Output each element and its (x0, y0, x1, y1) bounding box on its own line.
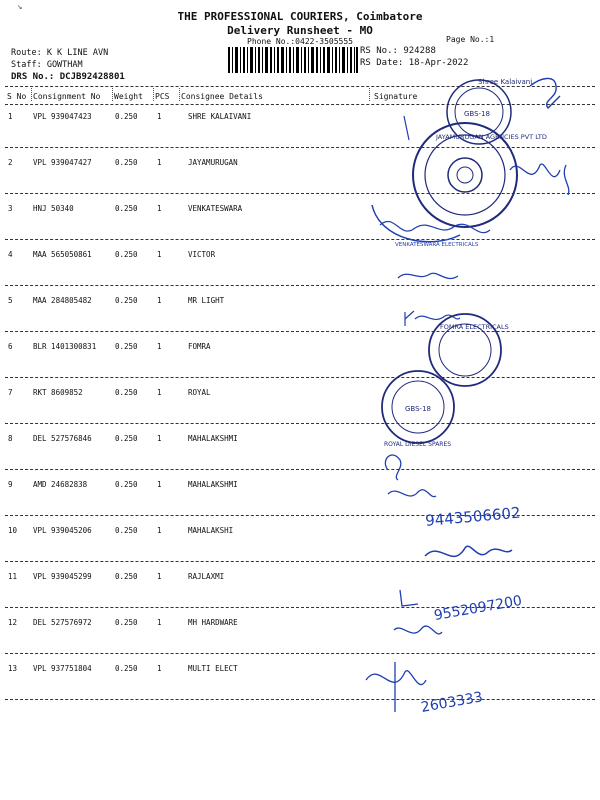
stamp-text: VENKATESWARA ELECTRICALS (395, 242, 479, 248)
row-divider (5, 377, 595, 378)
row-weight: 0.250 (115, 388, 138, 397)
table-row (0, 480, 600, 520)
company-name: THE PROFESSIONAL COURIERS, Coimbatore (177, 10, 423, 23)
row-pcs: 1 (157, 664, 162, 673)
barcode (228, 47, 358, 73)
row-consignee: MAHALAKSHMI (188, 480, 238, 489)
row-consignment: VPL 939045299 (33, 572, 92, 581)
handwritten-note: 2603333 (419, 689, 485, 716)
row-consignment: VPL 939047427 (33, 158, 92, 167)
row-divider (5, 653, 595, 654)
col-header-weight: Weight (114, 92, 143, 101)
row-weight: 0.250 (115, 112, 138, 121)
row-consignee: JAYAMURUGAN (188, 158, 238, 167)
row-pcs: 1 (157, 388, 162, 397)
row-pcs: 1 (157, 526, 162, 535)
row-divider (5, 193, 595, 194)
row-consignee: MULTI ELECT (188, 664, 238, 673)
table-row (0, 296, 600, 336)
handwritten-phone-2: 9552097200 (432, 592, 524, 625)
corner-mark: ↘ (17, 2, 23, 12)
row-consignee: MAHALAKSHMI (188, 434, 238, 443)
stamp-date: GBS-18 (405, 405, 431, 413)
table-row (0, 664, 600, 704)
row-weight: 0.250 (115, 664, 138, 673)
route: Route: K K LINE AVN (11, 48, 109, 58)
row-pcs: 1 (157, 158, 162, 167)
row-sno: 1 (8, 112, 13, 121)
table-row (0, 250, 600, 290)
row-weight: 0.250 (115, 296, 138, 305)
row-consignee: FOMRA (188, 342, 211, 351)
row-divider (5, 561, 595, 562)
row-pcs: 1 (157, 618, 162, 627)
row-sno: 11 (8, 572, 18, 581)
document-title: Delivery Runsheet - MO (227, 24, 373, 37)
row-consignment: VPL 939047423 (33, 112, 92, 121)
col-separator (369, 88, 370, 101)
row-consignment: VPL 939045206 (33, 526, 92, 535)
table-row (0, 618, 600, 658)
col-separator (179, 88, 180, 101)
col-header-signature: Signature (374, 92, 418, 101)
row-pcs: 1 (157, 572, 162, 581)
row-consignee: MAHALAKSHI (188, 526, 234, 535)
row-weight: 0.250 (115, 434, 138, 443)
col-separator (31, 88, 32, 101)
header-top-divider (5, 86, 595, 87)
row-sno: 5 (8, 296, 13, 305)
row-pcs: 1 (157, 296, 162, 305)
row-divider (5, 423, 595, 424)
row-sno: 9 (8, 480, 13, 489)
row-weight: 0.250 (115, 526, 138, 535)
row-consignment: AMD 24682838 (33, 480, 88, 489)
row-weight: 0.250 (115, 204, 138, 213)
row-sno: 13 (8, 664, 18, 673)
row-weight: 0.250 (115, 342, 138, 351)
col-header-consignment: Consignment No (33, 92, 101, 101)
table-row (0, 434, 600, 474)
row-weight: 0.250 (115, 572, 138, 581)
row-consignment: BLR 1401300831 (33, 342, 97, 351)
staff: Staff: GOWTHAM (11, 60, 83, 70)
col-header-sno: S No (7, 92, 27, 101)
table-row (0, 158, 600, 198)
stamp-text: ROYAL DIESEL SPARES (384, 441, 452, 448)
row-sno: 10 (8, 526, 18, 535)
col-header-consignee: Consignee Details (181, 92, 263, 101)
row-consignee: MR LIGHT (188, 296, 225, 305)
header-bottom-divider (5, 104, 595, 105)
row-consignee: ROYAL (188, 388, 211, 397)
row-divider (5, 515, 595, 516)
row-divider (5, 331, 595, 332)
drs-number: DRS No.: DCJB92428801 (11, 72, 125, 82)
stamp-text: FOMRA ELECTRICALS (440, 323, 509, 331)
row-weight: 0.250 (115, 250, 138, 259)
row-consignment: DEL 527576846 (33, 434, 92, 443)
table-row (0, 572, 600, 612)
rs-number: RS No.: 924288 (360, 46, 436, 56)
rs-date: RS Date: 18-Apr-2022 (360, 58, 469, 68)
row-weight: 0.250 (115, 158, 138, 167)
row-divider (5, 699, 595, 700)
row-pcs: 1 (157, 250, 162, 259)
row-weight: 0.250 (115, 480, 138, 489)
phone-number: Phone No.:0422-3505555 (247, 37, 353, 46)
row-divider (5, 469, 595, 470)
row-pcs: 1 (157, 480, 162, 489)
stamp-text: JAYAMURUGAN AGENCIES PVT LTD (436, 133, 547, 141)
row-divider (5, 607, 595, 608)
row-consignee: VICTOR (188, 250, 216, 259)
row-sno: 2 (8, 158, 13, 167)
col-header-pcs: PCS (155, 92, 170, 101)
row-pcs: 1 (157, 434, 162, 443)
row-divider (5, 239, 595, 240)
stamp-text: Shree Kalaivani (478, 78, 533, 86)
row-consignee: RAJLAXMI (188, 572, 225, 581)
row-consignee: VENKATESWARA (188, 204, 243, 213)
row-consignee: MH HARDWARE (188, 618, 238, 627)
row-sno: 8 (8, 434, 13, 443)
row-consignment: VPL 937751804 (33, 664, 92, 673)
row-consignment: DEL 527576972 (33, 618, 92, 627)
row-sno: 7 (8, 388, 13, 397)
row-sno: 3 (8, 204, 13, 213)
row-divider (5, 147, 595, 148)
row-weight: 0.250 (115, 618, 138, 627)
table-row (0, 112, 600, 152)
row-consignee: SHRE KALAIVANI (188, 112, 252, 121)
row-divider (5, 285, 595, 286)
table-row (0, 388, 600, 428)
handwritten-phone-1: 9443506602 (424, 503, 522, 530)
row-pcs: 1 (157, 112, 162, 121)
col-separator (153, 88, 154, 101)
row-consignment: MAA 565050861 (33, 250, 92, 259)
row-sno: 12 (8, 618, 18, 627)
table-row (0, 204, 600, 244)
row-pcs: 1 (157, 342, 162, 351)
row-consignment: RKT 8609852 (33, 388, 83, 397)
row-sno: 4 (8, 250, 13, 259)
table-row (0, 342, 600, 382)
stamp-date: GBS-18 (464, 110, 490, 118)
row-consignment: HNJ 50340 (33, 204, 74, 213)
table-row (0, 526, 600, 566)
col-separator (112, 88, 113, 101)
row-pcs: 1 (157, 204, 162, 213)
row-consignment: MAA 284805482 (33, 296, 92, 305)
row-sno: 6 (8, 342, 13, 351)
page-number: Page No.:1 (446, 35, 495, 44)
